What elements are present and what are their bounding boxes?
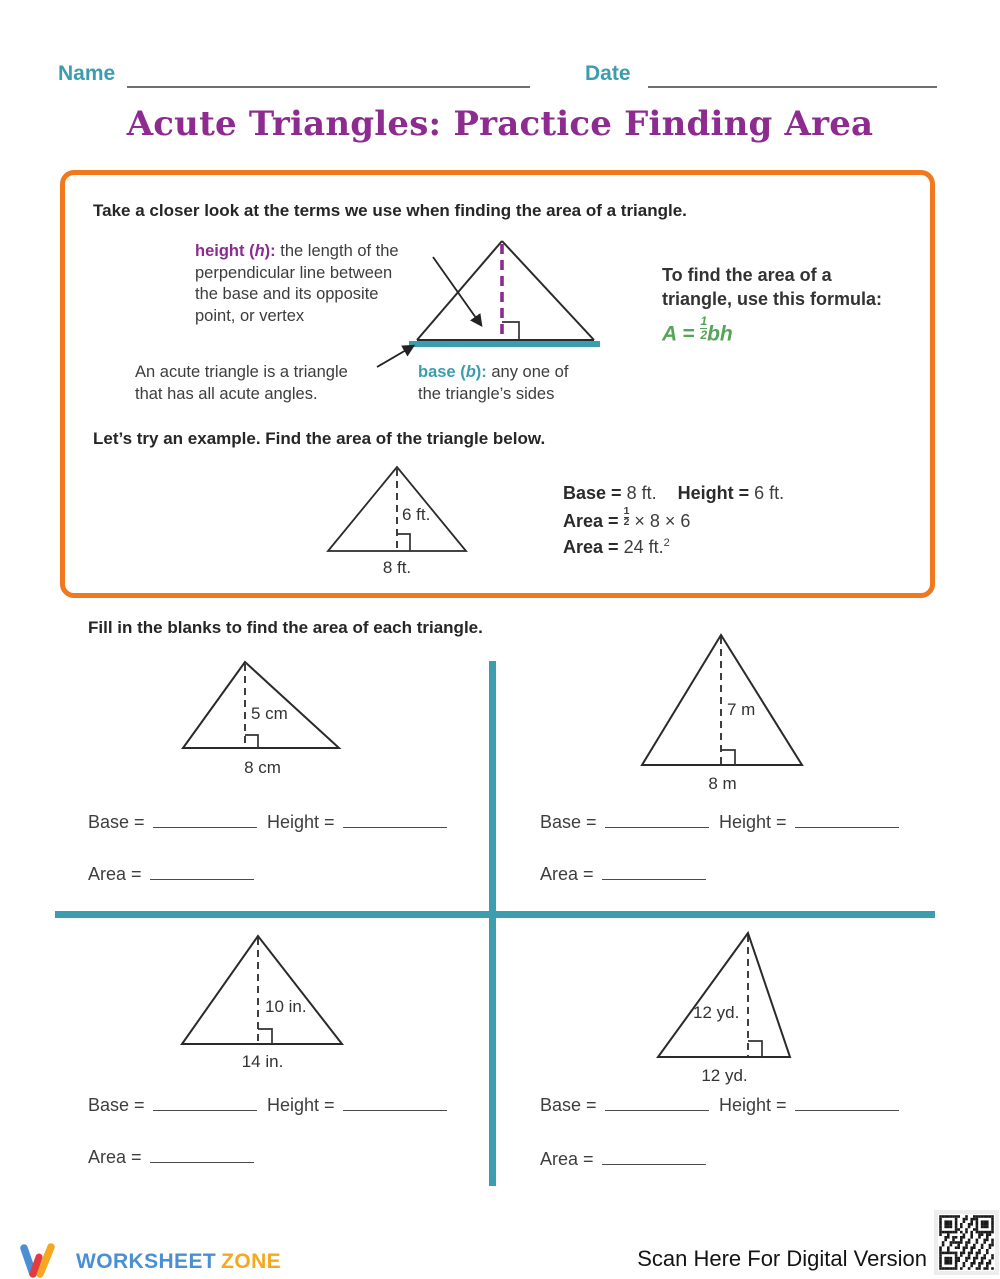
problem-4-area-field: Area =: [540, 1147, 706, 1170]
acute-arrow: [377, 346, 413, 367]
problem-4-base-label: 12 yd.: [701, 1066, 748, 1085]
right-angle-mark: [397, 534, 410, 551]
example-triangle-diagram: [323, 463, 471, 558]
problem-4-triangle: [654, 928, 796, 1062]
problem-1-base-label: 8 cm: [244, 758, 281, 777]
practice-heading: Fill in the blanks to find the area of each triangle.: [88, 618, 483, 637]
problem-1-base-field: Base =: [88, 810, 257, 833]
base-definition: base (b): any one of the triangle’s sides: [418, 363, 569, 403]
right-angle-mark: [245, 735, 258, 748]
info-heading: Take a closer look at the terms we use when finding the area of a triangle.: [93, 201, 687, 220]
name-line[interactable]: [127, 66, 530, 88]
area-blank[interactable]: [602, 862, 706, 880]
example-height-label: 6 ft.: [402, 505, 431, 524]
triangle-outline: [658, 933, 790, 1057]
area-blank[interactable]: [602, 1147, 706, 1165]
problem-2-triangle: [638, 630, 808, 770]
right-angle-mark: [748, 1041, 762, 1057]
area-blank[interactable]: [150, 1145, 254, 1163]
base-blank[interactable]: [153, 810, 257, 828]
example-base-label: 8 ft.: [382, 558, 412, 577]
height-arrow: [433, 257, 481, 325]
problem-3-triangle: [178, 932, 346, 1050]
problem-4-height-label: 12 yd.: [693, 1003, 740, 1022]
height-blank[interactable]: [343, 810, 447, 828]
qr-code[interactable]: [934, 1210, 999, 1275]
base-term: base (b):: [418, 363, 487, 381]
problem-2-area-field: Area =: [540, 862, 706, 885]
problem-1-area-field: Area =: [88, 862, 254, 885]
height-blank[interactable]: [795, 1093, 899, 1111]
problem-4-height-field: Height =: [719, 1093, 899, 1116]
horizontal-divider: [55, 911, 935, 918]
triangle-outline: [182, 936, 342, 1044]
triangle-outline: [642, 635, 802, 765]
height-term: height (h):: [195, 242, 276, 260]
problem-4-base-field: Base =: [540, 1093, 709, 1116]
acute-note: An acute triangle is a triangle that has all acute angles.: [135, 363, 348, 403]
problem-3-area-field: Area =: [88, 1145, 254, 1168]
right-angle-mark: [502, 322, 519, 340]
right-angle-mark: [258, 1029, 272, 1044]
base-blank[interactable]: [153, 1093, 257, 1111]
problem-1-height-field: Height =: [267, 810, 447, 833]
problem-3-height-field: Height =: [267, 1093, 447, 1116]
date-line[interactable]: [648, 66, 937, 88]
problem-1-height-label: 5 cm: [251, 704, 288, 723]
problem-3-height-label: 10 in.: [265, 997, 307, 1016]
right-angle-mark: [721, 750, 735, 765]
brand-name: WORKSHEET ZONE: [76, 1250, 282, 1273]
problem-2-base-field: Base =: [540, 810, 709, 833]
pointer-arrows: [365, 245, 500, 380]
area-formula: A = $\frac{1}{2}$ bh: [662, 314, 733, 346]
area-blank[interactable]: [150, 862, 254, 880]
scan-text: Scan Here For Digital Version: [637, 1246, 927, 1271]
problem-3-base-label: 14 in.: [241, 1052, 284, 1071]
height-blank[interactable]: [795, 810, 899, 828]
solution-area-expression: Area = $\frac{1}{2}$ × 8 × 6: [563, 505, 691, 531]
problem-2-base-label: 8 m: [708, 774, 737, 793]
date-label: Date: [585, 62, 631, 85]
vertical-divider: [489, 661, 496, 1186]
height-blank[interactable]: [343, 1093, 447, 1111]
problem-2-height-label: 7 m: [727, 700, 756, 719]
solution-area-result: Area = 24 ft.$^2$: [563, 537, 670, 558]
name-label: Name: [58, 62, 116, 85]
info-box: [60, 170, 935, 598]
base-blank[interactable]: [605, 810, 709, 828]
example-heading: Let’s try an example. Find the area of the triangle below.: [93, 429, 546, 448]
base-blank[interactable]: [605, 1093, 709, 1111]
problem-3-base-field: Base =: [88, 1093, 257, 1116]
example-solution: [563, 480, 784, 561]
solution-base-height: Base = 8 ft. Height = 6 ft.: [563, 483, 785, 503]
problem-2-height-field: Height =: [719, 810, 899, 833]
height-definition: height (h): the length of the perpendicular line between the base and its opposite point, or vertex: [195, 242, 399, 325]
worksheetzone-logo-icon: [16, 1240, 66, 1279]
page-title: Acute Triangles: Practice Finding Area: [126, 104, 874, 144]
formula-intro: To find the area of a triangle, use this formula:: [662, 265, 883, 309]
